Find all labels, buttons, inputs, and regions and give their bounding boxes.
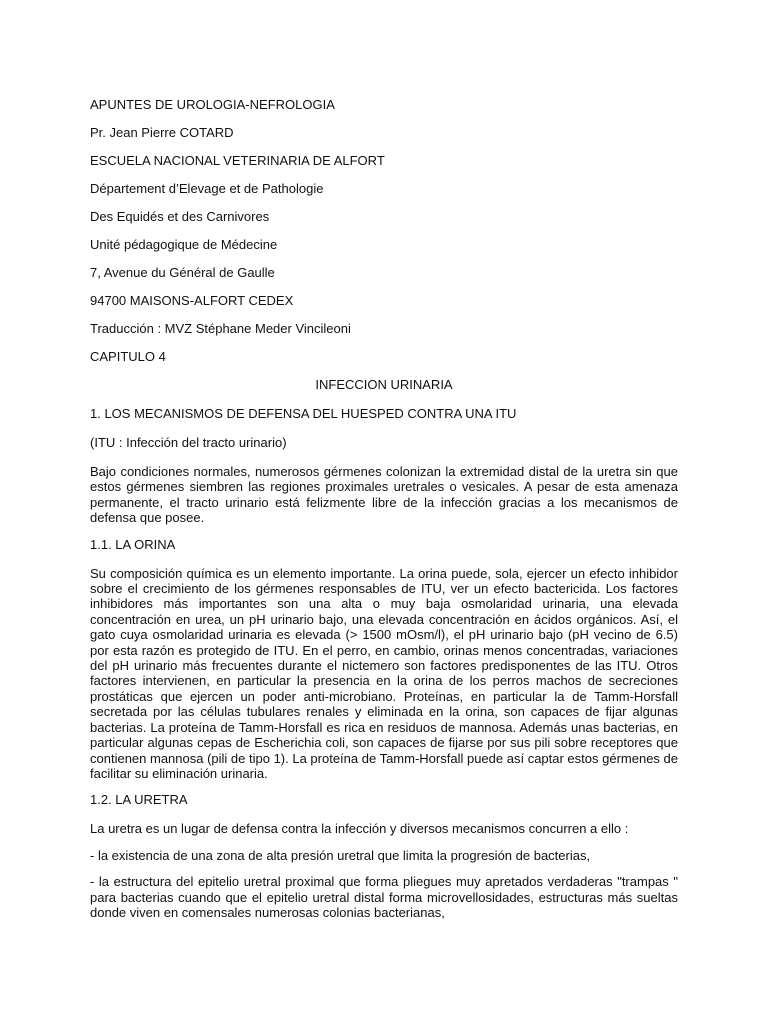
department-line: Département d’Elevage et de Pathologie (90, 181, 324, 196)
author-line: Pr. Jean Pierre COTARD (90, 125, 234, 140)
postal-line: 94700 MAISONS-ALFORT CEDEX (90, 293, 294, 308)
chapter-title: INFECCION URINARIA (315, 377, 453, 392)
section-1-2-bullet-1: - la existencia de una zona de alta presión uretral que limita la progresión de bacterias, (90, 847, 591, 863)
section-1-2-intro: La uretra es un lugar de defensa contra la infección y diversos mecanismos concurren a ello : (90, 821, 629, 837)
section-1-note: (ITU : Infección del tracto urinario) (90, 435, 287, 450)
document-page (90, 97, 678, 931)
section-1-1-heading: 1.1. LA ORINA (90, 536, 176, 552)
section-1-heading: 1. LOS MECANISMOS DE DEFENSA DEL HUESPED CONTRA UNA ITU (90, 406, 517, 421)
unit-line: Unité pédagogique de Médecine (90, 237, 278, 252)
section-1-intro-paragraph: Bajo condiciones normales, numerosos gérmenes colonizan la extremidad distal de la uretra sin que estos gérmenes siembren las regiones proximales uretrales o vesicales. A pesar de esta amenaza permanente, el tracto urinario está felizmente libre de la infección gracias a los mecanismos de defensa que posee. (90, 464, 678, 526)
chapter-number: CAPITULO 4 (90, 349, 166, 364)
section-1-2-heading: 1.2. LA URETRA (90, 792, 188, 808)
doc-title: APUNTES DE UROLOGIA-NEFROLOGIA (90, 97, 335, 112)
section-1-1-paragraph: Su composición química es un elemento importante. La orina puede, sola, ejercer un efecto inhibidor sobre el crecimiento de los gérmenes responsables de ITU, ver un efecto bactericida. Los factores inhibidores más importantes son una alta o muy baja osmolaridad urinaria, una elevada concentración en urea, un pH urinario bajo, una elevada concentración en ácidos orgánicos. Así, el gato cuya osmolaridad urinaria es elevada (> 1500 mOsm/l), el pH urinario bajo (pH vecino de 6.5) por esta razón es protegido de ITU. En el perro, en cambio, orinas menos concentradas, variaciones del pH urinario más frecuentes durante el nictemero son factores predisponentes de las ITU. Otros factores intervienen, en particular la presencia en la orina de los perros machos de secreciones prostáticas que ejercen un poder anti-microbiano. Proteínas, en particular la de Tamm-Horsfall secretada por las células tubulares renales y eliminada en la orina, son capaces de fijar algunas bacterias. La proteína de Tamm-Horsfall es rica en residuos de mannosa. Además unas bacterias, en particular algunas cepas de Escherichia coli, son capaces de fijarse por sus pili sobre receptores que contienen mannosa (pili de tipo 1). La proteína de Tamm-Horsfall puede así captar estos gérmenes de facilitar su eliminación urinaria. (90, 565, 678, 781)
department-sub-line: Des Equidés et des Carnivores (90, 209, 270, 224)
section-1-2-bullet-2: - la estructura del epitelio uretral proximal que forma pliegues muy apretados verdaderas "trampas " para bacterias cuando que el epitelio uretral distal forma microvellosidades, estructuras más sueltas donde viven en comensales numerosas colonias bacterianas, (90, 874, 678, 920)
address-line: 7, Avenue du Général de Gaulle (90, 265, 275, 280)
translator-line: Traducción : MVZ Stéphane Meder Vincileoni (90, 321, 351, 336)
institution-line: ESCUELA NACIONAL VETERINARIA DE ALFORT (90, 153, 385, 168)
